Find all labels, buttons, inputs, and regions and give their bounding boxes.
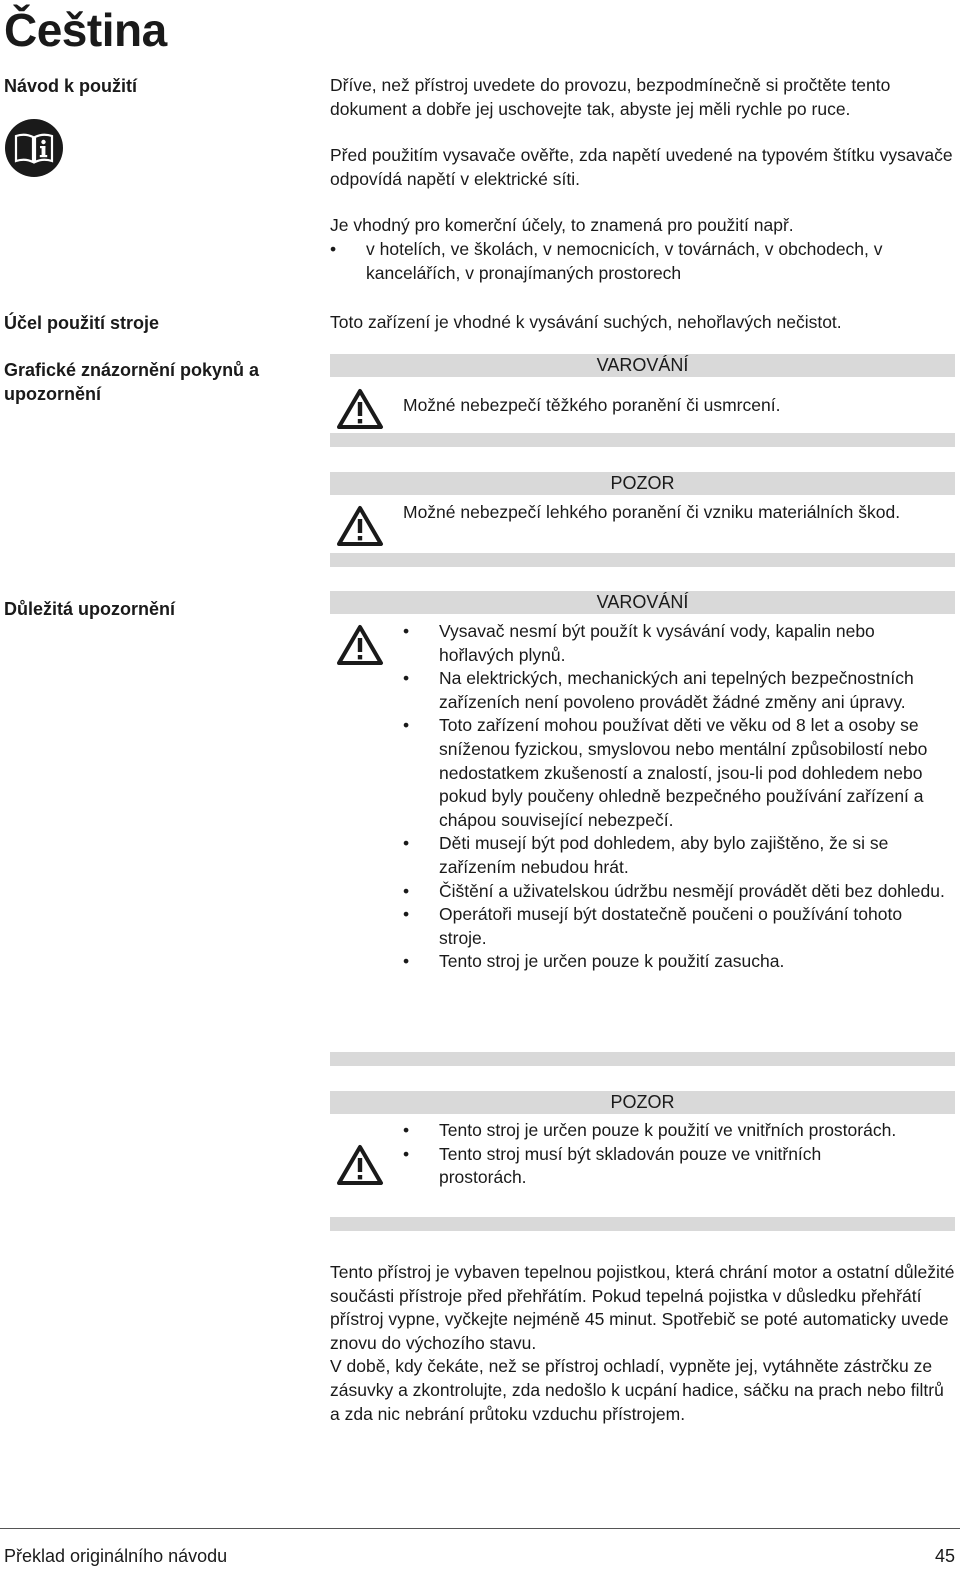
caution-header-label: POZOR (610, 473, 675, 493)
important-caution-header-bar (330, 1091, 955, 1114)
important-warning-header-label: VAROVÁNÍ (596, 592, 689, 612)
caution-text: Možné nebezpečí lehkého poranění či vzniku materiálních škod. (403, 502, 901, 522)
section-label-purpose: Účel použití stroje (4, 313, 160, 333)
manual-paragraph-1: Dříve, než přístroj uvedete do provozu, bezpodmínečně si pročtěte tento dokument a dobře jej uschovejte tak, abyste jej měli rychle po ruce. (330, 75, 891, 119)
purpose-text: Toto zařízení je vhodné k vysávání suchých, nehořlavých nečistot. (330, 312, 842, 332)
footer-divider (0, 1528, 960, 1529)
manual-bullet: • v hotelích, ve školách, v nemocnicích, v továrnách, v obchodech, v kancelářích, v pronajímaných prostorech (330, 238, 955, 285)
list-item: • Děti musejí být pod dohledem, aby bylo zajištěno, že si se zařízením nebudou hrát. (403, 832, 948, 879)
manual-text (330, 74, 955, 285)
important-warning-list (403, 620, 948, 974)
manual-paragraph-3: Je vhodný pro komerční účely, to znamená pro použití např. (330, 215, 794, 236)
page-number: 45 (934, 1546, 955, 1566)
manual-info-icon (4, 118, 64, 178)
list-item: • Vysavač nesmí být použít k vysávání vody, kapalin nebo hořlavých plynů. (403, 620, 948, 667)
list-item: • Na elektrických, mechanických ani tepelných bezpečnostních zařízeních není povoleno provádět žádné změny ani úpravy. (403, 667, 948, 714)
list-item: • Toto zařízení mohou používat děti ve věku od 8 let a osoby se sníženou fyzickou, smyslovou nebo mentální způsobilostí nebo nedostatkem zkušeností a znalostí, jsou-li pod dohledem nebo pokud byly poučeny ohledně bezpečného používání zařízení a chápou související nebezpečí. (403, 714, 948, 832)
list-item: • Tento stroj musí být skladován pouze ve vnitřních prostorách. (403, 1143, 913, 1190)
thermal-text (330, 1261, 955, 1426)
warning-header-label: VAROVÁNÍ (596, 355, 689, 375)
warning-triangle-icon (336, 1144, 384, 1186)
important-warning-header-bar (330, 591, 955, 614)
thermal-paragraph-2: V době, kdy čekáte, než se přístroj ochladí, vypněte jej, vytáhněte zástrčku ze zásuvky a zkontrolujte, zda nedošlo k ucpání hadice, sáčku na prach nebo filtrů a zda nic nebrání průtoku vzduchu přístrojem. (330, 1356, 944, 1424)
important-caution-footer-bar (330, 1217, 955, 1231)
warning-triangle-icon (336, 505, 384, 547)
list-item: • Čištění a uživatelskou údržbu nesmějí provádět děti bez dohledu. (403, 880, 948, 904)
important-caution-header-label: POZOR (610, 1092, 675, 1112)
thermal-paragraph-1: Tento přístroj je vybaven tepelnou pojistkou, která chrání motor a ostatní důležité součásti přístroje před přehřátím. Pokud tepelná pojistka v důsledku přehřátí přístroj vypne, vyčkejte nejméně 45 minut. Spotřebič se poté automaticky uvede znovu do výchozího stavu. (330, 1262, 955, 1353)
section-label-symbols: Grafické znázornění pokynů a upozornění (4, 360, 260, 404)
important-warning-footer-bar (330, 1052, 955, 1066)
warning-header-bar (330, 354, 955, 377)
important-caution-list (403, 1119, 913, 1190)
warning-triangle-icon (336, 388, 384, 430)
list-item: • Tento stroj je určen pouze k použití ve vnitřních prostorách. (403, 1119, 913, 1143)
warning-triangle-icon (336, 624, 384, 666)
list-item: • Operátoři musejí být dostatečně poučeni o používání tohoto stroje. (403, 903, 948, 950)
page-title: Čeština (4, 4, 167, 56)
list-item: • Tento stroj je určen pouze k použití zasucha. (403, 950, 948, 974)
section-label-important: Důležitá upozornění (4, 599, 175, 619)
caution-header-bar (330, 472, 955, 495)
warning-footer-bar (330, 433, 955, 447)
section-label-manual: Návod k použití (4, 76, 138, 96)
footer-title: Překlad originálního návodu (4, 1546, 228, 1566)
caution-footer-bar (330, 553, 955, 567)
manual-paragraph-2: Před použitím vysavače ověřte, zda napětí uvedené na typovém štítku vysavače odpovídá napětí v elektrické síti. (330, 145, 953, 189)
warning-text: Možné nebezpečí těžkého poranění či usmrcení. (403, 395, 781, 415)
